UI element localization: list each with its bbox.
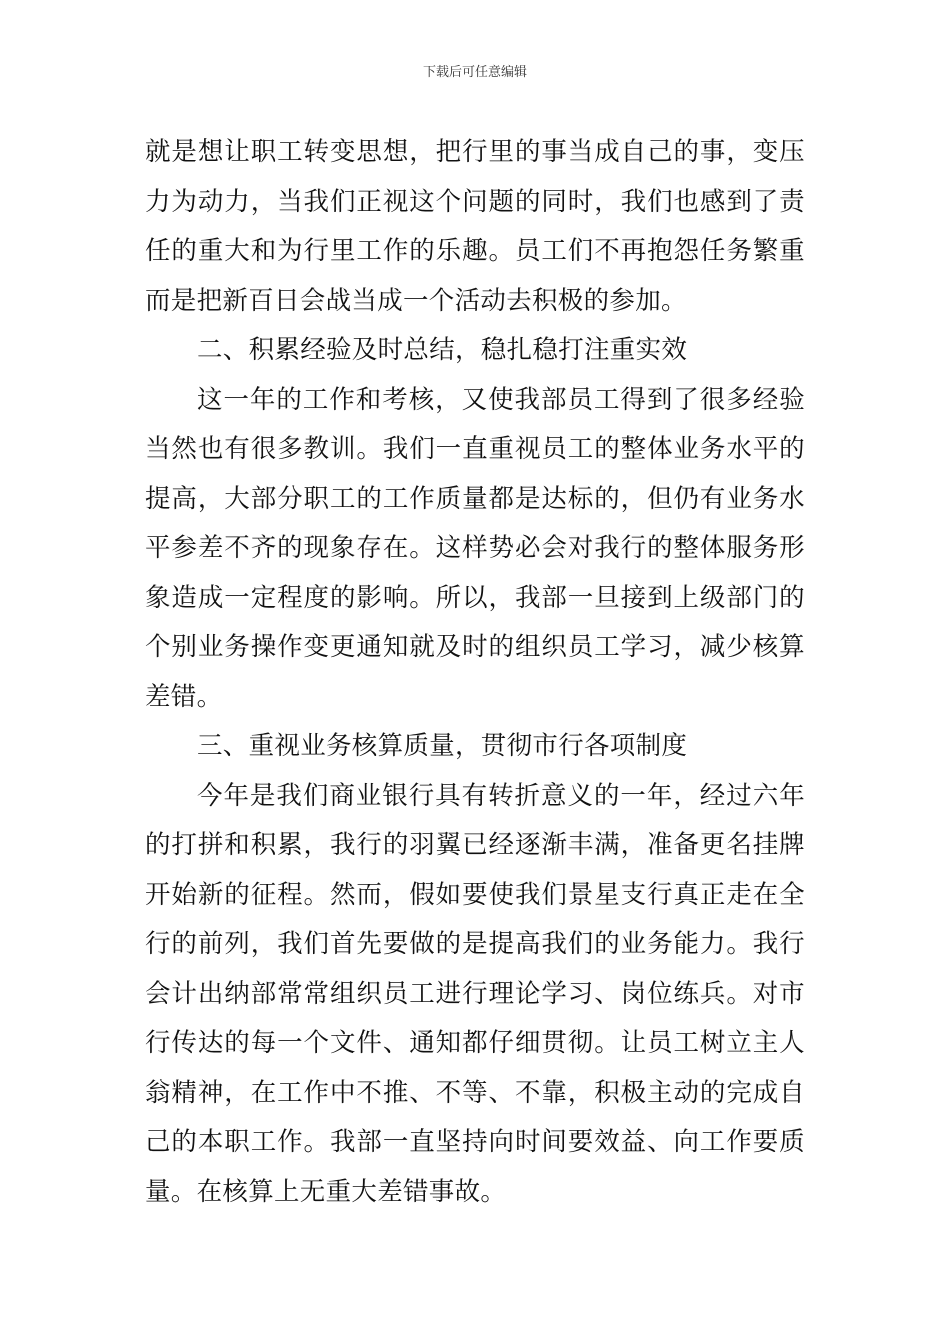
text-line: 翁精神，在工作中不推、不等、不靠，积极主动的完成自: [145, 1077, 805, 1108]
text-line: 今年是我们商业银行具有转折意义的一年，经过六年: [197, 780, 805, 811]
document-body: [145, 128, 805, 1217]
text-line: 平参差不齐的现象存在。这样势必会对我行的整体服务形: [145, 533, 805, 563]
page-header: 下载后可任意编辑: [422, 65, 527, 80]
text-line: 就是想让职工转变思想，把行里的事当成自己的事，变压: [145, 137, 805, 167]
text-line: 己的本职工作。我部一直坚持向时间要效益、向工作要质: [145, 1127, 805, 1157]
text-line: 这一年的工作和考核，又使我部员工得到了很多经验: [197, 384, 805, 415]
text-line: 行传达的每一个文件、通知都仔细贯彻。让员工树立主人: [145, 1028, 805, 1058]
text-line: 差错。: [145, 681, 223, 712]
text-line: 二、积累经验及时总结，稳扎稳打注重实效: [197, 335, 688, 365]
text-line: 个别业务操作变更通知就及时的组织员工学习，减少核算: [145, 632, 805, 662]
text-line: 行的前列，我们首先要做的是提高我们的业务能力。我行: [145, 929, 805, 959]
text-line: 量。在核算上无重大差错事故。: [145, 1176, 507, 1207]
text-line: 当然也有很多教训。我们一直重视员工的整体业务水平的: [145, 434, 805, 464]
text-line: 任的重大和为行里工作的乐趣。员工们不再抱怨任务繁重: [145, 236, 805, 266]
text-line: 力为动力，当我们正视这个问题的同时，我们也感到了责: [145, 186, 805, 217]
text-line: 提高，大部分职工的工作质量都是达标的，但仍有业务水: [145, 483, 805, 514]
text-line: 而是把新百日会战当成一个活动去积极的参加。: [145, 285, 687, 316]
text-line: 的打拼和积累，我行的羽翼已经逐渐丰满，准备更名挂牌: [145, 830, 805, 860]
text-line: 三、重视业务核算质量，贯彻市行各项制度: [197, 731, 688, 761]
text-line: 开始新的征程。然而，假如要使我们景星支行真正走在全: [145, 879, 805, 910]
text-line: 象造成一定程度的影响。所以，我部一旦接到上级部门的: [145, 582, 805, 613]
text-line: 会计出纳部常常组织员工进行理论学习、岗位练兵。对市: [145, 978, 805, 1009]
